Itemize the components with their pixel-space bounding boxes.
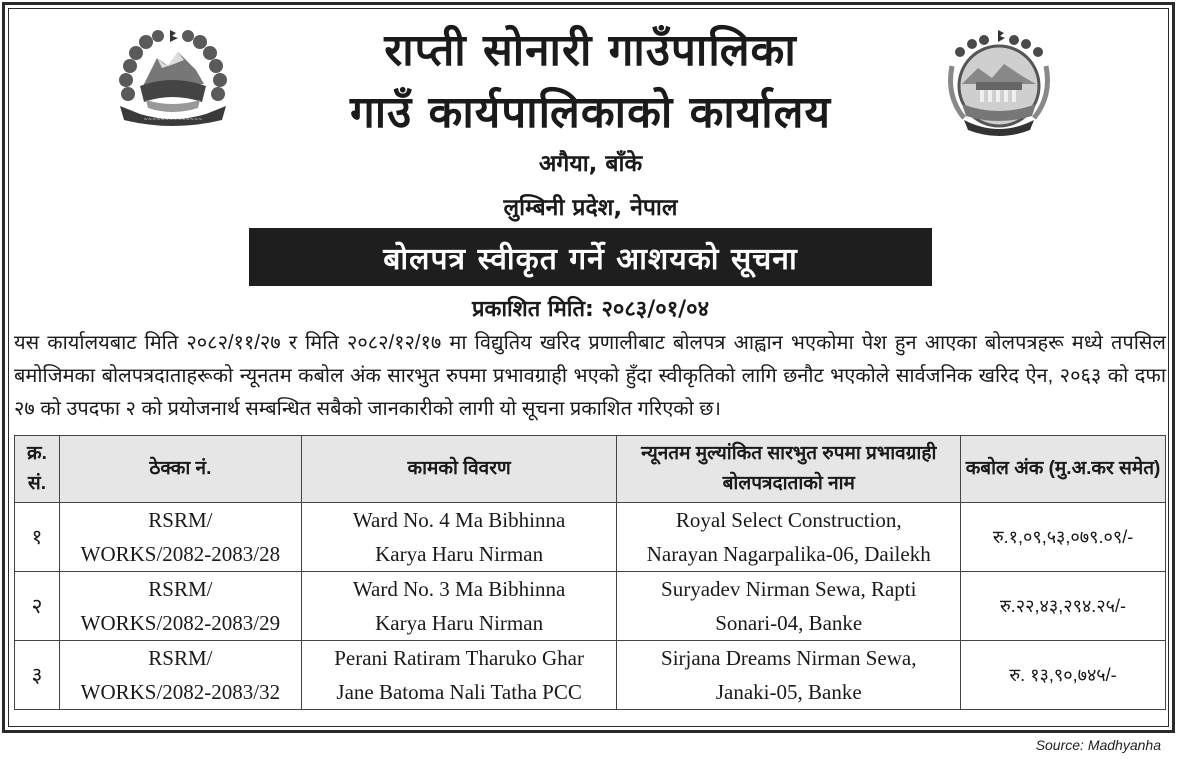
cell-amount: रु.२२,४३,२९४.२५/- — [961, 572, 1166, 641]
description-line-1: Ward No. 4 Ma Bibhinna — [352, 508, 566, 532]
cell-description — [301, 572, 617, 641]
published-date: प्रकाशित मिति: २०८३/०१/०४ — [471, 297, 710, 322]
cell-description — [301, 503, 617, 572]
contract-no-line-1: RSRM/ — [148, 508, 213, 532]
cell-contract-no — [59, 572, 301, 641]
cell-amount: रु. १३,९०,७४५/- — [961, 641, 1166, 710]
table-row — [15, 572, 1166, 641]
address-line-1: अगैया, बाँके — [538, 151, 643, 177]
cell-contract-no — [59, 503, 301, 572]
cell-sn: १ — [15, 503, 60, 572]
cell-bidder — [617, 572, 961, 641]
description-line-1: Perani Ratiram Tharuko Ghar — [334, 646, 584, 670]
bidder-line-2: Janaki-05, Banke — [715, 680, 862, 704]
table-row — [15, 503, 1166, 572]
table-header-row — [15, 436, 1166, 503]
header-sn: क्र. सं. — [15, 436, 60, 503]
header-description: कामको विवरण — [301, 436, 617, 503]
source-credit: Source: Madhyanha — [1035, 737, 1161, 753]
header-contract-no: ठेक्का नं. — [59, 436, 301, 503]
description-line-2: Jane Batoma Nali Tatha PCC — [336, 680, 582, 704]
table-row — [15, 641, 1166, 710]
svg-text:~~~~~~~~~~~~~~: ~~~~~~~~~~~~~~ — [143, 117, 203, 123]
header-bidder: न्यूनतम मुल्यांकित सारभुत रुपमा प्रभावग्राही बोलपत्रदाताको नाम — [617, 436, 961, 503]
bidder-line-2: Sonari-04, Banke — [715, 611, 863, 635]
cell-sn: २ — [15, 572, 60, 641]
contract-no-line-2: WORKS/2082-2083/28 — [80, 542, 281, 566]
cell-description — [301, 641, 617, 710]
bidder-line-1: Sirjana Dreams Nirman Sewa, — [661, 646, 917, 670]
header-amount: कबोल अंक (मु.अ.कर समेत) — [961, 436, 1166, 503]
bidder-line-1: Suryadev Nirman Sewa, Rapti — [661, 577, 917, 601]
contract-no-line-1: RSRM/ — [148, 577, 213, 601]
address-line-2: लुम्बिनी प्रदेश, नेपाल — [503, 195, 678, 221]
bidder-line-1: Royal Select Construction, — [675, 508, 902, 532]
notice-title: बोलपत्र स्वीकृत गर्ने आशयको सूचना — [383, 241, 798, 277]
contract-no-line-2: WORKS/2082-2083/32 — [80, 680, 281, 704]
contract-no-line-2: WORKS/2082-2083/29 — [80, 611, 281, 635]
municipality-name: राप्ती सोनारी गाउँपालिका — [384, 25, 797, 76]
office-name: गाउँ कार्यपालिकाको कार्यालय — [349, 87, 832, 138]
bidder-line-2: Narayan Nagarpalika-06, Dailekh — [646, 542, 931, 566]
contract-no-line-1: RSRM/ — [148, 646, 213, 670]
cell-sn: ३ — [15, 641, 60, 710]
cell-amount: रु.१,०९,५३,०७९.०९/- — [961, 503, 1166, 572]
notice-body: यस कार्यालयबाट मिति २०८२/११/२७ र मिति २०८२/१२/१७ मा विद्युतिय खरिद प्रणालीबाट बोलपत्र आह्वान भएकोमा पेश हुन आएका बोलपत्रहरू मध्ये तपसिल बमोजिमका बोलपत्रदाताहरूको न्यूनतम कबोल अंक सारभुत रुपमा प्रभावग्राही भएको हुँदा स्वीकृतिको लागि छनौट भएकोले सार्वजनिक खरिद ऐन, २०६३ को दफा २७ को उपदफा २ को प्रयोजनार्थ सम्बन्धित सबैको जानकारीको लागी यो सूचना प्रकाशित गरिएको छ। — [14, 332, 1166, 420]
description-line-2: Karya Haru Nirman — [375, 542, 544, 566]
cell-bidder — [617, 641, 961, 710]
bid-table — [14, 435, 1166, 710]
description-line-1: Ward No. 3 Ma Bibhinna — [352, 577, 566, 601]
notice-title-banner — [249, 228, 932, 286]
cell-contract-no — [59, 641, 301, 710]
description-line-2: Karya Haru Nirman — [375, 611, 544, 635]
cell-bidder — [617, 503, 961, 572]
